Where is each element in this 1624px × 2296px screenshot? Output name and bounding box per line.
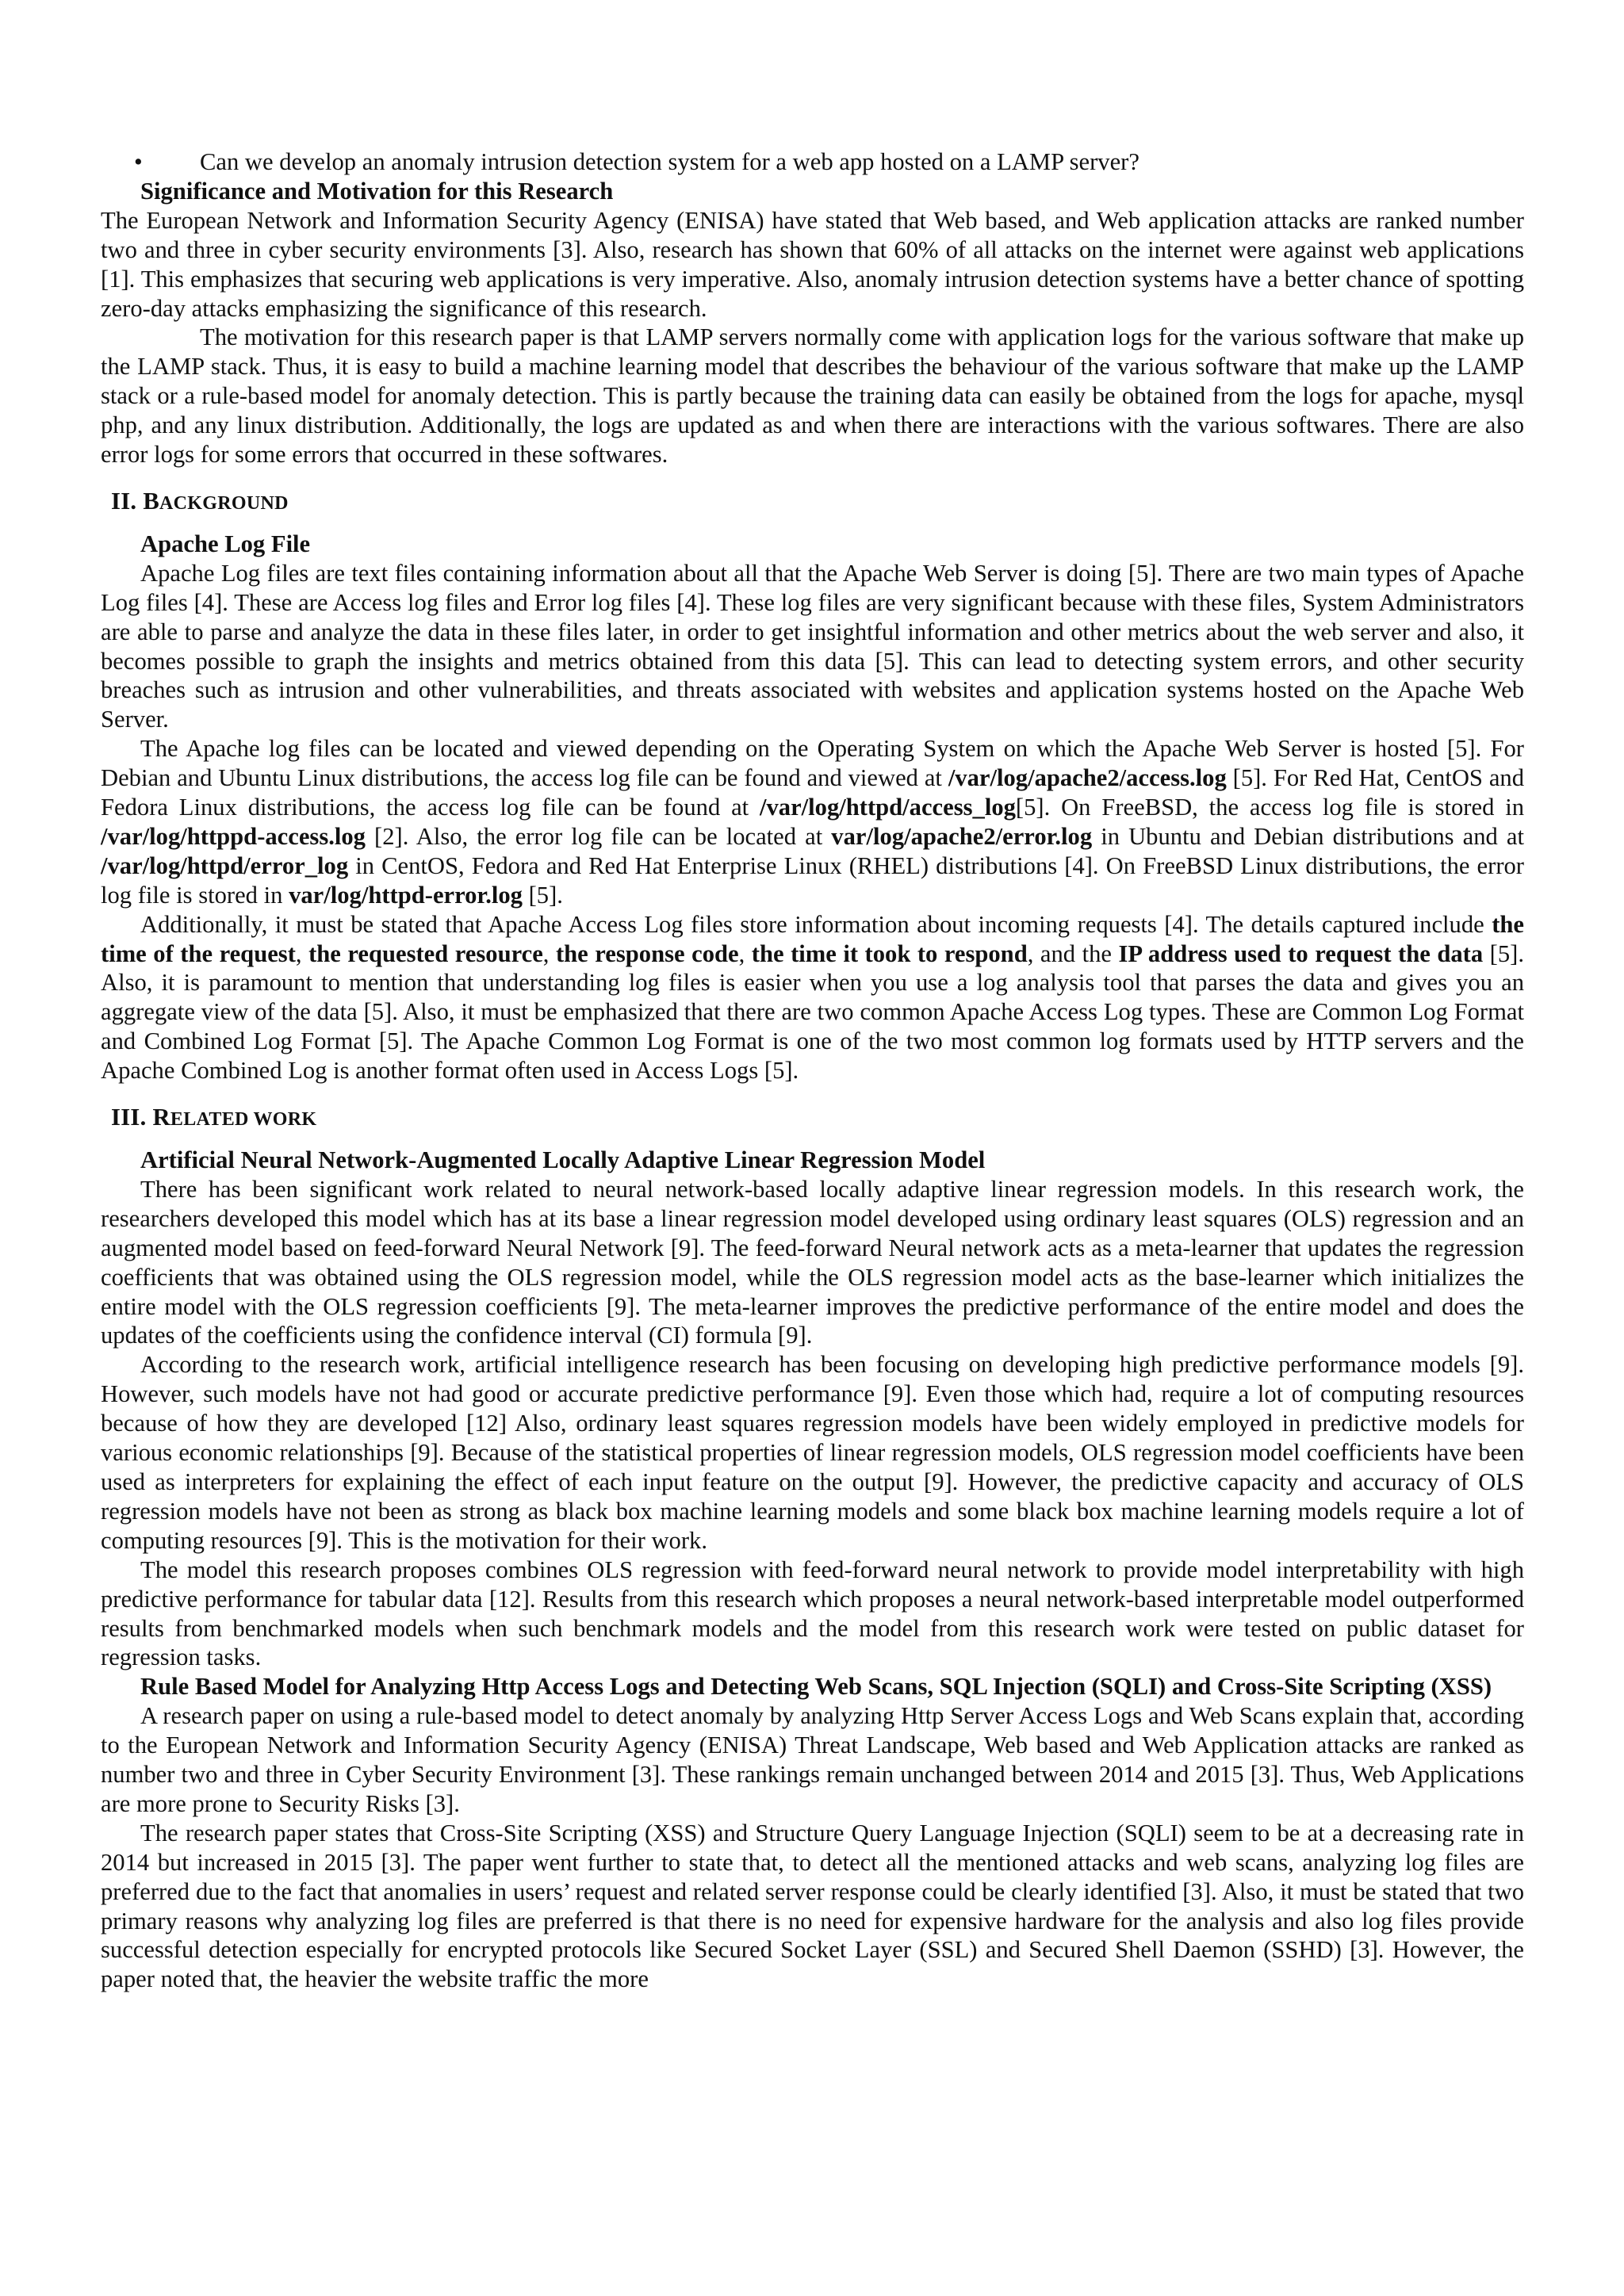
significance-heading: Significance and Motivation for this Research [140, 177, 614, 205]
text-run: in CentOS, Fedora and Red Hat Enterprise Linux (RHEL) distributions [4]. On FreeBSD Linux distributions, the error log file is stored in [101, 851, 1524, 909]
text-run: , [738, 939, 752, 967]
section-heading-related-work [101, 1103, 1524, 1135]
rule-based-paragraph-1: A research paper on using a rule-based model to detect anomaly by analyzing Http Server Access Logs and Web Scans explain that, according to the European Network and Information Security Agency (ENISA) Threat Landscape, Web based and Web Application attacks are ranked as number two and three in Cyber Security Environment [3]. These rankings remain unchanged between 2014 and 2015 [3]. Thus, Web Applications are more prone to Security Risks [3]. [101, 1702, 1524, 1817]
emphasis: the response code [555, 939, 739, 967]
text-run: , [542, 939, 556, 967]
research-question-bullet [101, 147, 1524, 177]
apache-log-file-heading: Apache Log File [140, 530, 311, 557]
apache-log-location-paragraph [101, 734, 1524, 909]
text-run: Additionally, it must be stated that Apache Access Log files store information about incoming requests [4]. The details captured include [140, 910, 1492, 938]
motivation-paragraph: The motivation for this research paper is that LAMP servers normally come with application logs for the various software that make up the LAMP stack. Thus, it is easy to build a machine learning model that describes the behaviour of the various software that make up the LAMP stack or a rule-based model for anomaly detection. This is partly because the training data can easily be obtained from the logs for apache, mysql php, and any linux distribution. Additionally, the logs are updated as and when there are interactions with the various softwares. There are also error logs for some errors that occurred in these softwares. [101, 323, 1524, 469]
log-path: /var/log/apache2/access.log [948, 764, 1227, 792]
section-title-initial: B [143, 487, 160, 515]
bullet-text: Can we develop an anomaly intrusion detection system for a web app hosted on a LAMP server? [200, 148, 1139, 175]
section-title-initial: R [152, 1104, 170, 1131]
rule-based-paragraph-2: The research paper states that Cross-Site Scripting (XSS) and Structure Query Language Injection (SQLI) seem to be at a decreasing rate in 2014 but increased in 2015 [3]. The paper went further to state that, to detect all the mentioned attacks and web scans, analyzing log files are preferred due to the fact that anomalies in users’ request and related server response could be clearly identified [3]. Also, it must be stated that two primary reasons why analyzing log files are preferred is that there is no need for expensive hardware for the analysis and also log files provide successful detection especially for encrypted protocols like Secured Socket Layer (SSL) and Secured Shell Daemon (SSHD) [3]. However, the paper noted that, the heavier the website traffic the more [101, 1819, 1524, 1993]
log-path: /var/log/httpd/access_log [759, 794, 1016, 821]
section-title-rest: ACKGROUND [159, 492, 289, 514]
text-run: The Apache log files can be located and viewed depending on the Operating System on which the Apache Web Server is hosted [5]. For Debian and Ubuntu Linux distributions, the access log file can be found and viewed at [101, 735, 1524, 792]
ann-regression-heading: Artificial Neural Network-Augmented Locally Adaptive Linear Regression Model [140, 1146, 986, 1173]
log-path: /var/log/httppd-access.log [101, 822, 366, 850]
emphasis: the time it took to respond [751, 939, 1028, 967]
text-run: [5]. On FreeBSD, the access log file is stored in [1015, 794, 1524, 821]
text-run: , and the [1027, 939, 1119, 967]
bullet-icon: • [134, 148, 143, 175]
section-number: II. [111, 487, 144, 515]
access-log-details-paragraph [101, 910, 1524, 1085]
text-run: [2]. Also, the error log file can be located at [365, 822, 832, 850]
text-run: [5]. For Red Hat, CentOS and Fedora Linux distributions, the access log file can be found at [101, 764, 1524, 821]
section-title-rest: ELATED WORK [170, 1109, 317, 1131]
emphasis: the requested resource [308, 939, 543, 967]
log-path: var/log/apache2/error.log [831, 822, 1093, 850]
ann-regression-paragraph-2: According to the research work, artificial intelligence research has been focusing on developing high predictive performance models [9]. However, such models have not had good or accurate predictive performance [9]. Even those which had, require a lot of computing resources because of how they are developed [12] Also, ordinary least squares regression models have been widely employed in predictive models for various economic relationships [9]. Because of the statistical properties of linear regression models, OLS regression model coefficients have been used as interpreters for explaining the effect of each input feature on the output [9]. However, the predictive capacity and accuracy of OLS regression models have not been as strong as black box machine learning models and some black box machine learning models require a lot of computing resources [9]. This is the motivation for their work. [101, 1351, 1524, 1554]
ann-regression-paragraph-1: There has been significant work related to neural network-based locally adaptive linear regression models. In this research work, the researchers developed this model which has at its base a linear regression model developed using ordinary least squares (OLS) regression and an augmented model based on feed-forward Neural Network [9]. The feed-forward Neural network acts as a meta-learner that updates the regression coefficients that was obtained using the OLS regression model, while the OLS regression model acts as the base-learner which initializes the entire model with the OLS regression coefficients [9]. The meta-learner improves the predictive performance of the entire model and does the updates of the coefficients using the confidence interval (CI) formula [9]. [101, 1175, 1524, 1349]
log-path: var/log/httpd-error.log [289, 881, 523, 909]
ann-regression-paragraph-3: The model this research proposes combines OLS regression with feed-forward neural network to provide model interpretability with high predictive performance for tabular data [12]. Results from this research which proposes a neural network-based interpretable model outperformed results from benchmarked models when such benchmark models and the model from this research work were tested on public dataset for regression tasks. [101, 1556, 1524, 1671]
text-run: [5]. Also, it is paramount to mention that understanding log files is easier when you use a log analysis tool that parses the data and gives you an aggregate view of the data [5]. Also, it must be emphasized that there are two common Apache Access Log types. These are Common Log Format and Combined Log Format [5]. The Apache Common Log Format is one of the two most common log formats used by HTTP servers and the Apache Combined Log is another format often used in Access Logs [5]. [101, 939, 1524, 1085]
emphasis: the time of the request [101, 910, 1524, 967]
significance-paragraph: The European Network and Information Security Agency (ENISA) have stated that Web based, and Web application attacks are ranked number two and three in cyber security environments [3]. Also, research has shown that 60% of all attacks on the internet were against web applications [1]. This emphasizes that securing web applications is very imperative. Also, anomaly intrusion detection systems have a better chance of spotting zero-day attacks emphasizing the significance of this research. [101, 206, 1524, 322]
section-heading-background [101, 487, 1524, 519]
emphasis: IP address used to request the data [1118, 939, 1484, 967]
text-run: , [295, 939, 309, 967]
log-path: /var/log/httpd/error_log [101, 851, 349, 879]
rule-based-model-heading: Rule Based Model for Analyzing Http Access Logs and Detecting Web Scans, SQL Injection (SQLI) and Cross-Site Scripting (XSS) [140, 1673, 1492, 1701]
text-run: in Ubuntu and Debian distributions and at [1092, 822, 1524, 850]
apache-log-paragraph: Apache Log files are text files containing information about all that the Apache Web Server is doing [5]. There are two main types of Apache Log files [4]. These are Access log files and Error log files [4]. These log files are very significant because with these files, System Administrators are able to parse and analyze the data in these files later, in order to get insightful information and other metrics about the web server and also, it becomes possible to graph the insights and metrics obtained from this data [5]. This can lead to detecting system errors, and other security breaches such as intrusion and other vulnerabilities, and threats associated with websites and application systems hosted on the Apache Web Server. [101, 559, 1524, 733]
section-number: III. [111, 1104, 153, 1131]
document-page [101, 147, 1524, 1994]
text-run: [5]. [522, 881, 563, 909]
